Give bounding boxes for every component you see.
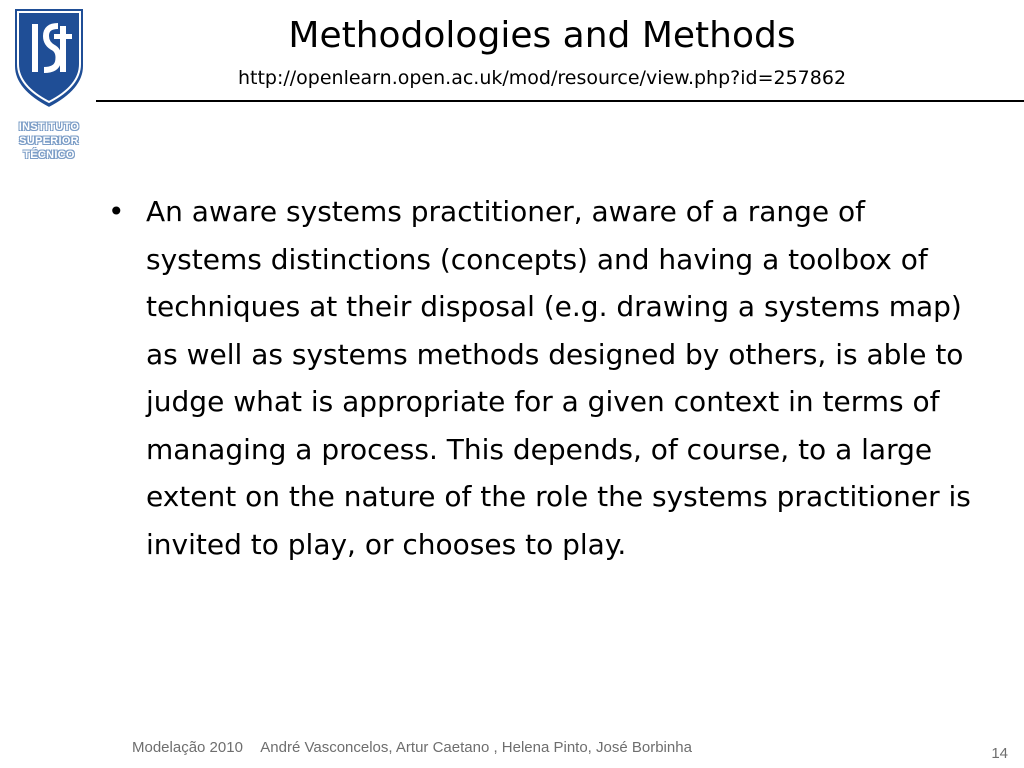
slide-title: Methodologies and Methods <box>288 15 796 56</box>
source-url: http://openlearn.open.ac.uk/mod/resource/view.php?id=257862 <box>237 67 847 89</box>
footer-authors: André Vasconcelos, Artur Caetano , Helena Pinto, José Borbinha <box>260 739 692 756</box>
ist-shield-icon <box>12 6 86 110</box>
slide-footer <box>132 739 692 756</box>
ist-logo <box>12 6 86 174</box>
logo-line-3: TÉCNICO <box>23 149 75 161</box>
slide-body <box>104 188 984 568</box>
bullet-item <box>104 188 984 568</box>
page-number: 14 <box>991 745 1008 762</box>
bullet-marker: • <box>108 195 125 228</box>
footer-course: Modelação 2010 <box>132 739 243 756</box>
bullet-text: An aware systems practitioner, aware of a range of systems distinctions (concepts) and having a toolbox of techniques at their disposal (e.g. drawing a systems map) as well as systems methods designed by others, is able to judge what is appropriate for a given context in terms of managing a process. This depends, of course, to a large extent on the nature of the role the systems practitioner is invited to play, or chooses to play. <box>146 195 971 561</box>
logo-wordmark <box>12 120 86 162</box>
logo-line-2: SUPERIOR <box>19 135 79 147</box>
logo-line-1: INSTITUTO <box>18 121 80 133</box>
header-divider <box>96 100 1024 102</box>
